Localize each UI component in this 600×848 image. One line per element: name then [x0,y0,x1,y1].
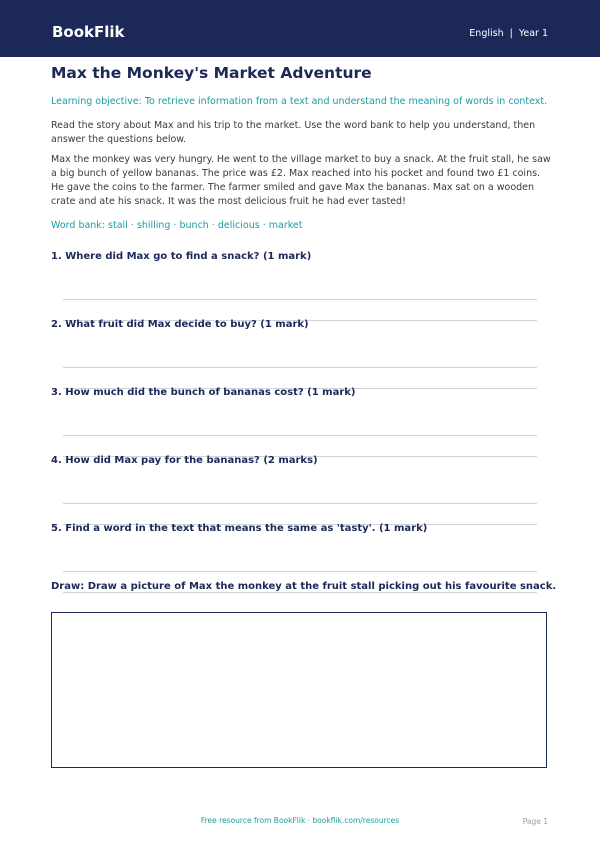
question-1: 1. Where did Max go to find a snack? (1 mark) [51,251,312,262]
answer-line-3a[interactable] [63,435,537,436]
drawing-box[interactable] [51,612,547,768]
footer-credit: Free resource from BookFlik · bookflik.com/resources [200,816,400,825]
page-header [0,0,600,57]
question-4: 4. How did Max pay for the bananas? (2 marks) [51,455,318,466]
answer-line-2a[interactable] [63,367,537,368]
word-bank: Word bank: stall · shilling · bunch · delicious · market [51,220,303,231]
page-number: Page 1 [522,817,548,826]
instructions-text: Read the story about Max and his trip to the market. Use the word bank to help you understand, then answer the questions below. [51,120,536,145]
brand-logo-text: BookFlik [52,23,125,41]
level-label: Year 1 [518,28,548,39]
subject-label: English [469,28,504,39]
meta-separator: | [509,28,513,39]
answer-line-4a[interactable] [63,503,537,504]
answer-line-5b[interactable] [63,592,537,593]
answer-line-1a[interactable] [63,299,537,300]
answer-line-5a[interactable] [63,571,537,572]
story-text: Max the monkey was very hungry. He went to the village market to buy a snack. At the fruit stall, he saw a big bunch of yellow bananas. The price was £2. Max reached into his pocket and found two £1 coins. He gave the coins to the farmer. The farmer smiled and gave Max the bananas. Max sat on a wooden crate and ate his snack. It was the most delicious fruit he had ever tasted! [51,154,551,207]
draw-prompt: Draw: Draw a picture of Max the monkey at the fruit stall picking out his favourite snack. [51,581,557,592]
question-5: 5. Find a word in the text that means the same as 'tasty'. (1 mark) [51,523,428,534]
learning-objective: Learning objective: To retrieve information from a text and understand the meaning of words in context. [51,96,548,107]
question-2: 2. What fruit did Max decide to buy? (1 mark) [51,319,309,330]
worksheet-title: Max the Monkey's Market Adventure [51,64,372,82]
subject-level [469,28,548,39]
question-3: 3. How much did the bunch of bananas cost? (1 mark) [51,387,356,398]
